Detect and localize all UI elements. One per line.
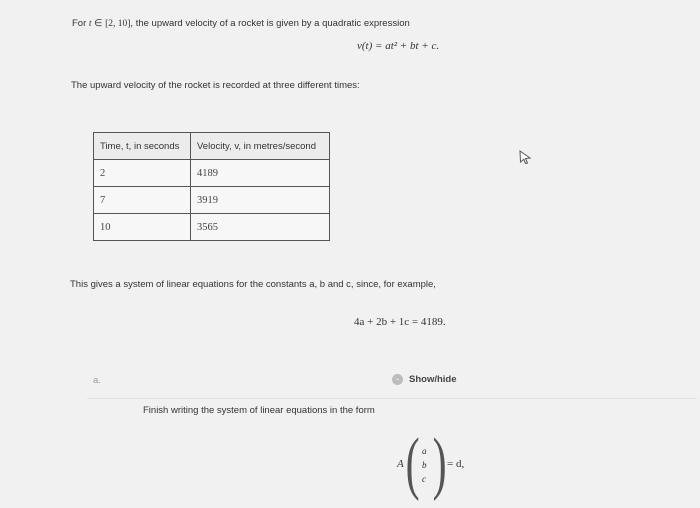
show-hide-label: Show/hide (409, 374, 457, 385)
table-row (94, 214, 330, 241)
velocity-expression: v(t) = at² + bt + c. (357, 40, 440, 52)
velocity-table (93, 132, 330, 241)
table-row (94, 160, 330, 187)
example-equation: 4a + 2b + 1c = 4189. (354, 316, 446, 328)
collapse-icon: - (392, 374, 403, 385)
part-label: a. (93, 375, 101, 386)
system-text: This gives a system of linear equations for the constants a, b and c, since, for example, (70, 279, 436, 290)
right-paren: ) (432, 425, 447, 502)
show-hide-toggle[interactable] (392, 372, 472, 388)
table-cell-velocity: 3919 (191, 187, 330, 214)
table-cell-velocity: 4189 (191, 160, 330, 187)
vector-entry-a: a (422, 446, 427, 456)
divider (87, 398, 697, 399)
vector-entry-b: b (422, 460, 427, 470)
matrix-symbol: A (397, 458, 404, 470)
table-cell-time: 7 (94, 187, 191, 214)
rhs-text: = d, (447, 458, 465, 470)
table-row (94, 187, 330, 214)
intro-text: For t ∈ [2, 10], the upward velocity of a rocket is given by a quadratic expression (72, 18, 410, 29)
matrix-equation (395, 425, 505, 502)
table-header-velocity: Velocity, v, in metres/second (191, 133, 330, 160)
left-paren: ( (405, 425, 420, 502)
table-cell-time: 2 (94, 160, 191, 187)
instruction-text: Finish writing the system of linear equations in the form (143, 405, 375, 416)
table-header-time: Time, t, in seconds (94, 133, 191, 160)
recorded-text: The upward velocity of the rocket is recorded at three different times: (71, 80, 360, 91)
table-cell-velocity: 3565 (191, 214, 330, 241)
table-cell-time: 10 (94, 214, 191, 241)
mouse-pointer-icon (518, 150, 532, 164)
vector-entry-c: c (422, 474, 426, 484)
table-header-row (94, 133, 330, 160)
